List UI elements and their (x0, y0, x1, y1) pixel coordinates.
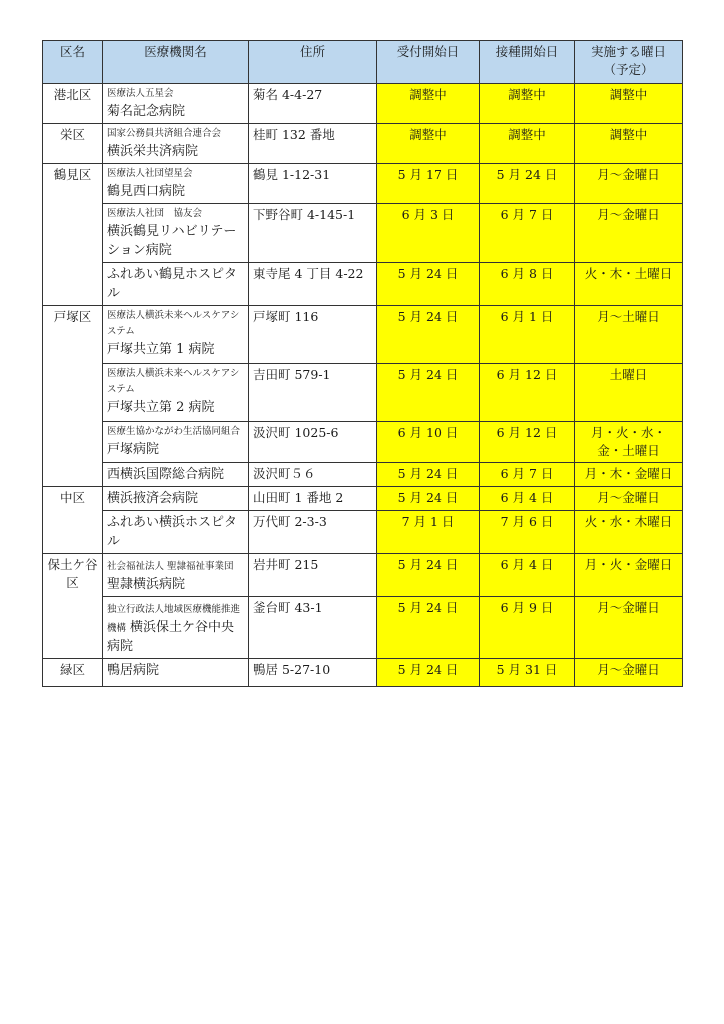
hospital-schedule-table (42, 40, 683, 687)
address-cell: 山田町 1 番地 2 (249, 487, 377, 511)
header-days: 実施する曜日（予定） (575, 41, 683, 84)
ward-cell: 鶴見区 (43, 164, 103, 306)
days-cell: 月～金曜日 (575, 487, 683, 511)
address-cell: 菊名 4-4-27 (249, 84, 377, 124)
institution-cell (103, 463, 249, 487)
header-institution: 医療機関名 (103, 41, 249, 84)
days-cell: 調整中 (575, 124, 683, 164)
corporation-name: 医療法人横浜未来ヘルスケアシステム (107, 368, 240, 395)
reception-date-cell: 5 月 24 日 (377, 364, 480, 422)
reception-date-cell: 5 月 24 日 (377, 597, 480, 659)
institution-cell (103, 487, 249, 511)
vaccination-date-cell: 7 月 6 日 (480, 511, 575, 554)
vaccination-date-cell: 6 月 1 日 (480, 306, 575, 364)
hospital-name: 鴨居病院 (107, 663, 160, 678)
hospital-name: 横浜栄共済病院 (107, 144, 199, 159)
table-row (43, 204, 683, 263)
institution-cell (103, 422, 249, 463)
address-cell: 戸塚町 116 (249, 306, 377, 364)
corporation-name: 医療生協かながわ生活協同組合 (107, 426, 241, 437)
hospital-name: 菊名記念病院 (107, 104, 186, 119)
vaccination-date-cell: 6 月 4 日 (480, 487, 575, 511)
header-vaccination-start: 接種開始日 (480, 41, 575, 84)
institution-cell (103, 164, 249, 204)
reception-date-cell: 6 月 10 日 (377, 422, 480, 463)
days-cell: 月・木・金曜日 (575, 463, 683, 487)
reception-date-cell: 5 月 24 日 (377, 659, 480, 687)
institution-cell (103, 204, 249, 263)
hospital-name: 戸塚共立第 2 病院 (107, 400, 215, 415)
table-row (43, 511, 683, 554)
table-row (43, 597, 683, 659)
address-cell: 東寺尾 4 丁目 4-22 (249, 263, 377, 306)
header-reception-start: 受付開始日 (377, 41, 480, 84)
table-row (43, 659, 683, 687)
corporation-name: 医療法人社団 協友会 (107, 208, 203, 219)
table-row (43, 554, 683, 597)
days-cell: 火・木・土曜日 (575, 263, 683, 306)
ward-cell: 緑区 (43, 659, 103, 687)
reception-date-cell: 5 月 24 日 (377, 487, 480, 511)
table-row (43, 164, 683, 204)
hospital-name: 西横浜国際総合病院 (107, 467, 225, 482)
reception-date-cell: 5 月 24 日 (377, 463, 480, 487)
days-cell: 月～金曜日 (575, 164, 683, 204)
table-row (43, 364, 683, 422)
hospital-name: 聖隷横浜病院 (107, 577, 186, 592)
institution-cell (103, 597, 249, 659)
header-address: 住所 (249, 41, 377, 84)
institution-cell (103, 659, 249, 687)
table-row (43, 306, 683, 364)
header-row (43, 41, 683, 84)
vaccination-date-cell: 6 月 12 日 (480, 422, 575, 463)
address-cell: 汲沢町５６ (249, 463, 377, 487)
table-row (43, 422, 683, 463)
ward-cell: 栄区 (43, 124, 103, 164)
days-cell: 月～金曜日 (575, 597, 683, 659)
days-cell: 月～金曜日 (575, 659, 683, 687)
address-cell: 吉田町 579-1 (249, 364, 377, 422)
days-cell: 月～土曜日 (575, 306, 683, 364)
reception-date-cell: 調整中 (377, 84, 480, 124)
corporation-name: 医療法人横浜未来ヘルスケアシステム (107, 310, 240, 337)
address-cell: 桂町 132 番地 (249, 124, 377, 164)
days-cell: 月・火・水・金・土曜日 (575, 422, 683, 463)
hospital-name: 横浜掖済会病院 (107, 491, 199, 506)
days-cell: 火・水・木曜日 (575, 511, 683, 554)
reception-date-cell: 6 月 3 日 (377, 204, 480, 263)
vaccination-date-cell: 6 月 7 日 (480, 204, 575, 263)
institution-cell (103, 364, 249, 422)
vaccination-date-cell: 6 月 12 日 (480, 364, 575, 422)
reception-date-cell: 5 月 24 日 (377, 263, 480, 306)
header-ward: 区名 (43, 41, 103, 84)
hospital-name: 戸塚病院 (107, 442, 160, 457)
hospital-name: 横浜鶴見リハビリテーション病院 (107, 224, 237, 258)
vaccination-date-cell: 5 月 31 日 (480, 659, 575, 687)
vaccination-date-cell: 6 月 8 日 (480, 263, 575, 306)
reception-date-cell: 5 月 24 日 (377, 306, 480, 364)
address-cell: 岩井町 215 (249, 554, 377, 597)
address-cell: 鴨居 5-27-10 (249, 659, 377, 687)
vaccination-date-cell: 6 月 9 日 (480, 597, 575, 659)
institution-cell (103, 263, 249, 306)
institution-cell (103, 554, 249, 597)
address-cell: 汲沢町 1025-6 (249, 422, 377, 463)
corporation-name: 国家公務員共済組合連合会 (107, 128, 222, 139)
days-cell: 月～金曜日 (575, 204, 683, 263)
vaccination-date-cell: 6 月 4 日 (480, 554, 575, 597)
table-row (43, 463, 683, 487)
vaccination-date-cell: 6 月 7 日 (480, 463, 575, 487)
table-row (43, 487, 683, 511)
days-cell: 月・火・金曜日 (575, 554, 683, 597)
days-cell: 調整中 (575, 84, 683, 124)
reception-date-cell: 7 月 1 日 (377, 511, 480, 554)
ward-cell: 港北区 (43, 84, 103, 124)
corporation-name: 社会福祉法人 聖隷福祉事業団 (107, 561, 234, 572)
vaccination-date-cell: 5 月 24 日 (480, 164, 575, 204)
address-cell: 下野谷町 4-145-1 (249, 204, 377, 263)
hospital-name: 戸塚共立第 1 病院 (107, 342, 215, 357)
hospital-name: ふれあい鶴見ホスピタル (107, 267, 238, 301)
hospital-name: ふれあい横浜ホスピタル (107, 515, 238, 549)
address-cell: 釜台町 43-1 (249, 597, 377, 659)
reception-date-cell: 5 月 24 日 (377, 554, 480, 597)
vaccination-date-cell: 調整中 (480, 124, 575, 164)
address-cell: 万代町 2-3-3 (249, 511, 377, 554)
vaccination-date-cell: 調整中 (480, 84, 575, 124)
corporation-name: 医療法人五星会 (107, 88, 174, 99)
table-row (43, 124, 683, 164)
days-cell: 土曜日 (575, 364, 683, 422)
reception-date-cell: 調整中 (377, 124, 480, 164)
corporation-name: 医療法人社団望星会 (107, 168, 193, 179)
institution-cell (103, 306, 249, 364)
hospital-name: 鶴見西口病院 (107, 184, 186, 199)
institution-cell (103, 124, 249, 164)
hospital-name: 横浜保土ケ谷中央病院 (107, 620, 235, 654)
institution-cell (103, 84, 249, 124)
corporation-name: 独立行政法人地域医療機能推進機構 (107, 604, 241, 634)
table-row (43, 263, 683, 306)
ward-cell: 戸塚区 (43, 306, 103, 487)
ward-cell: 保土ケ谷区 (43, 554, 103, 659)
address-cell: 鶴見 1-12-31 (249, 164, 377, 204)
reception-date-cell: 5 月 17 日 (377, 164, 480, 204)
institution-cell (103, 511, 249, 554)
table-row (43, 84, 683, 124)
ward-cell: 中区 (43, 487, 103, 554)
